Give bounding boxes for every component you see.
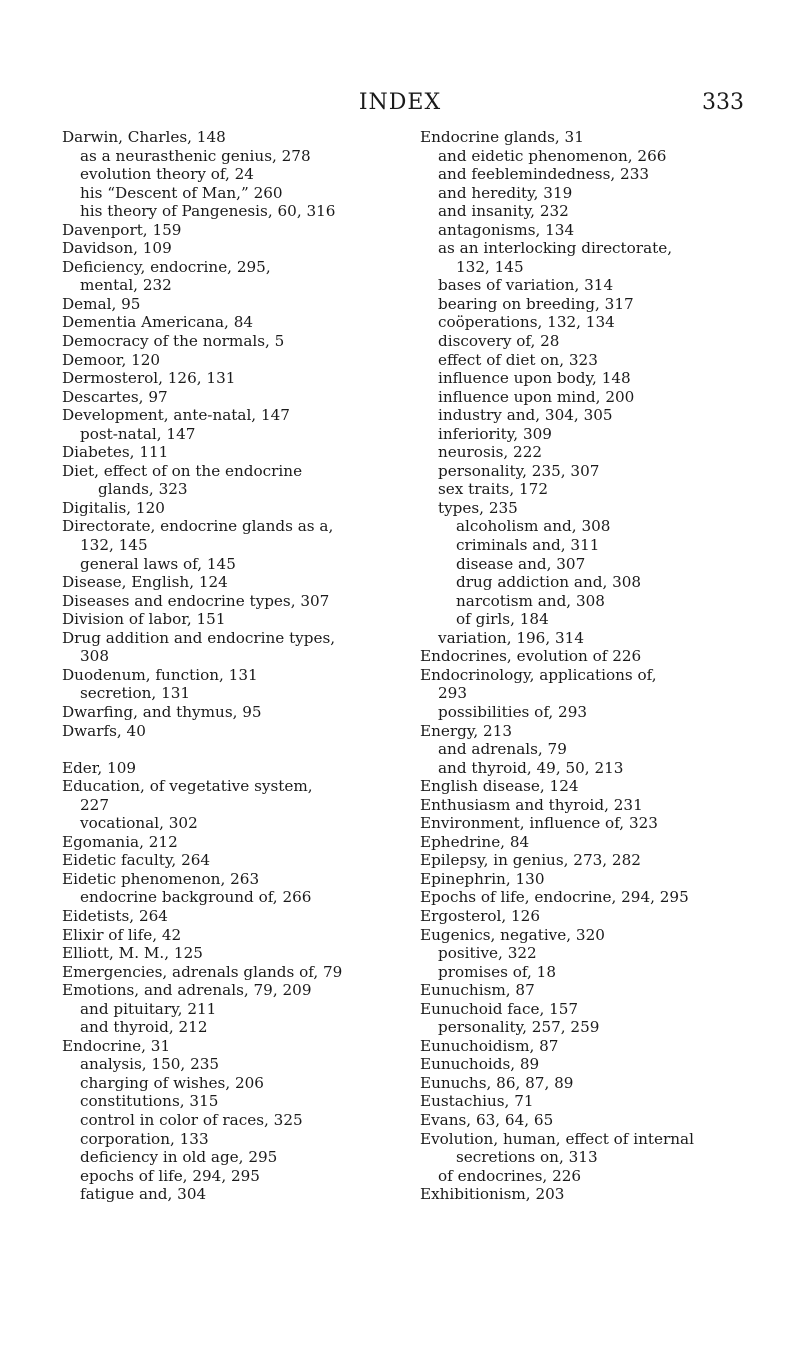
index-entry: Democracy of the normals, 5 xyxy=(62,332,285,351)
index-entry: Ergosterol, 126 xyxy=(420,906,541,925)
index-entry: Darwin, Charles, 148 xyxy=(62,128,226,146)
index-entry: Eugenics, negative, 320 xyxy=(420,925,605,944)
index-entry: Eustachius, 71 xyxy=(420,1092,534,1111)
index-entry: sex traits, 172 xyxy=(438,480,548,499)
index-entry: Epinephrin, 130 xyxy=(420,869,545,888)
index-entry: Egomania, 212 xyxy=(62,832,178,851)
index-entry: Elliott, M. M., 125 xyxy=(62,944,203,963)
page-number: 333 xyxy=(702,90,744,115)
index-entry: Eunuchoidism, 87 xyxy=(420,1036,559,1055)
index-entry: Duodenum, function, 131 xyxy=(62,665,258,684)
index-entry: Enthusiasm and thyroid, 231 xyxy=(420,795,643,814)
index-entry: Dermosterol, 126, 131 xyxy=(62,369,236,388)
index-entry: Eunuchs, 86, 87, 89 xyxy=(420,1073,574,1092)
index-entry: Division of labor, 151 xyxy=(62,610,226,629)
index-entry: secretion, 131 xyxy=(80,684,191,703)
index-entry: post-natal, 147 xyxy=(80,424,196,443)
index-entry: Elixir of life, 42 xyxy=(62,925,182,944)
index-entry: of girls, 184 xyxy=(456,610,549,629)
index-entry: epochs of life, 294, 295 xyxy=(80,1166,260,1185)
index-entry: deficiency in old age, 295 xyxy=(80,1148,278,1167)
index-entry: Descartes, 97 xyxy=(62,387,168,406)
index-entry: mental, 232 xyxy=(80,276,172,295)
index-entry: Eunuchism, 87 xyxy=(420,981,535,1000)
index-entry: his “Descent of Man,” 260 xyxy=(80,183,283,202)
index-entry: Education, of vegetative system, xyxy=(62,777,313,796)
index-entry: personality, 235, 307 xyxy=(438,461,600,480)
index-entry: Energy, 213 xyxy=(420,721,513,740)
index-entry: coöperations, 132, 134 xyxy=(438,313,615,332)
index-entry: alcoholism and, 308 xyxy=(456,517,611,536)
index-entry: industry and, 304, 305 xyxy=(438,406,613,425)
index-entry: general laws of, 145 xyxy=(80,554,236,573)
index-entry: antagonisms, 134 xyxy=(438,220,575,239)
index-entry: Diet, effect of on the endocrine xyxy=(62,461,303,480)
index-entry: 227 xyxy=(80,795,109,814)
index-entry: analysis, 150, 235 xyxy=(80,1055,220,1074)
page-header xyxy=(0,90,800,120)
index-entry: and eidetic phenomenon, 266 xyxy=(438,146,667,165)
index-entry: Diabetes, 111 xyxy=(62,443,169,462)
index-entry: types, 235 xyxy=(438,498,518,517)
index-entry: Disease, English, 124 xyxy=(62,573,228,592)
index-entry: Eidetic faculty, 264 xyxy=(62,851,211,870)
index-entry: Eunuchoid face, 157 xyxy=(420,999,579,1018)
index-entry: bases of variation, 314 xyxy=(438,276,614,295)
index-entry: 132, 145 xyxy=(456,257,524,276)
index-entry: and pituitary, 211 xyxy=(80,999,217,1018)
index-entry: corporation, 133 xyxy=(80,1129,209,1148)
index-entry: Davidson, 109 xyxy=(62,239,172,258)
index-entry: Davenport, 159 xyxy=(62,220,182,239)
index-entry: inferiority, 309 xyxy=(438,424,552,443)
index-entry: constitutions, 315 xyxy=(80,1092,219,1111)
index-entry: Eidetic phenomenon, 263 xyxy=(62,869,260,888)
index-entry: secretions on, 313 xyxy=(456,1148,598,1167)
index-entry: Emotions, and adrenals, 79, 209 xyxy=(62,981,312,1000)
index-entry: drug addiction and, 308 xyxy=(456,573,642,592)
index-entry: Epochs of life, endocrine, 294, 295 xyxy=(420,888,689,907)
index-entry: Deficiency, endocrine, 295, xyxy=(62,257,271,276)
index-entry: positive, 322 xyxy=(438,944,537,963)
index-entry: and thyroid, 212 xyxy=(80,1018,208,1037)
index-column-right xyxy=(420,128,760,1204)
index-entry: Eidetists, 264 xyxy=(62,906,168,925)
index-entry: of endocrines, 226 xyxy=(438,1166,582,1185)
index-entry: Environment, influence of, 323 xyxy=(420,814,658,833)
index-entry: influence upon mind, 200 xyxy=(438,387,635,406)
index-entry: Emergencies, adrenals glands of, 79 xyxy=(62,962,343,981)
index-entry: fatigue and, 304 xyxy=(80,1185,207,1204)
running-head: INDEX xyxy=(358,90,442,115)
index-entry: and adrenals, 79 xyxy=(438,740,567,759)
index-entry: neurosis, 222 xyxy=(438,443,543,462)
index-entry: English disease, 124 xyxy=(420,777,579,796)
index-entry: and insanity, 232 xyxy=(438,202,569,221)
index-entry: Digitalis, 120 xyxy=(62,498,165,517)
index-entry: evolution theory of, 24 xyxy=(80,165,254,184)
index-entry: criminals and, 311 xyxy=(456,536,600,555)
index-entry: glands, 323 xyxy=(98,480,188,499)
index-entry: variation, 196, 314 xyxy=(438,628,584,647)
index-entry: Evans, 63, 64, 65 xyxy=(420,1110,554,1129)
index-entry: influence upon body, 148 xyxy=(438,369,631,388)
index-entry: Endocrinology, applications of, xyxy=(420,665,657,684)
index-entry: possibilities of, 293 xyxy=(438,702,588,721)
index-entry: Dwarfs, 40 xyxy=(62,721,146,740)
index-entry: Exhibitionism, 203 xyxy=(420,1185,565,1204)
index-entry: Drug addition and endocrine types, xyxy=(62,628,336,647)
index-entry: Directorate, endocrine glands as a, xyxy=(62,517,334,536)
index-entry: Epilepsy, in genius, 273, 282 xyxy=(420,851,641,870)
index-entry: and feeblemindedness, 233 xyxy=(438,165,650,184)
index-entry: promises of, 18 xyxy=(438,962,556,981)
index-entry: Endocrine glands, 31 xyxy=(420,128,584,146)
index-entry: Endocrine, 31 xyxy=(62,1036,171,1055)
index-entry: and thyroid, 49, 50, 213 xyxy=(438,758,624,777)
index-entry: narcotism and, 308 xyxy=(456,591,605,610)
index-entry: and heredity, 319 xyxy=(438,183,573,202)
index-entry: Ephedrine, 84 xyxy=(420,832,530,851)
index-entry: Endocrines, evolution of 226 xyxy=(420,647,642,666)
index-entry: Demoor, 120 xyxy=(62,350,161,369)
index-entry: as a neurasthenic genius, 278 xyxy=(80,146,311,165)
index-entry: bearing on breeding, 317 xyxy=(438,294,634,313)
index-entry: Evolution, human, effect of internal xyxy=(420,1129,694,1148)
index-entry: Eunuchoids, 89 xyxy=(420,1055,540,1074)
index-entry: as an interlocking directorate, xyxy=(438,239,673,258)
index-entry: discovery of, 28 xyxy=(438,332,560,351)
index-entry: Dementia Americana, 84 xyxy=(62,313,254,332)
index-entry: Development, ante-natal, 147 xyxy=(62,406,290,425)
index-entry: Eder, 109 xyxy=(62,758,137,777)
index-entry: endocrine background of, 266 xyxy=(80,888,312,907)
index-entry: effect of diet on, 323 xyxy=(438,350,598,369)
index-entry: Demal, 95 xyxy=(62,294,141,313)
index-entry: vocational, 302 xyxy=(80,814,198,833)
index-entry: disease and, 307 xyxy=(456,554,586,573)
index-entry: 293 xyxy=(438,684,467,703)
index-entry: Dwarfing, and thymus, 95 xyxy=(62,702,262,721)
index-entry: 132, 145 xyxy=(80,536,148,555)
index-column-left xyxy=(62,128,402,1204)
index-entry: charging of wishes, 206 xyxy=(80,1073,264,1092)
index-entry: 308 xyxy=(80,647,109,666)
index-entry: his theory of Pangenesis, 60, 316 xyxy=(80,202,336,221)
index-entry: personality, 257, 259 xyxy=(438,1018,600,1037)
index-entry: Diseases and endocrine types, 307 xyxy=(62,591,330,610)
index-entry: control in color of races, 325 xyxy=(80,1110,303,1129)
